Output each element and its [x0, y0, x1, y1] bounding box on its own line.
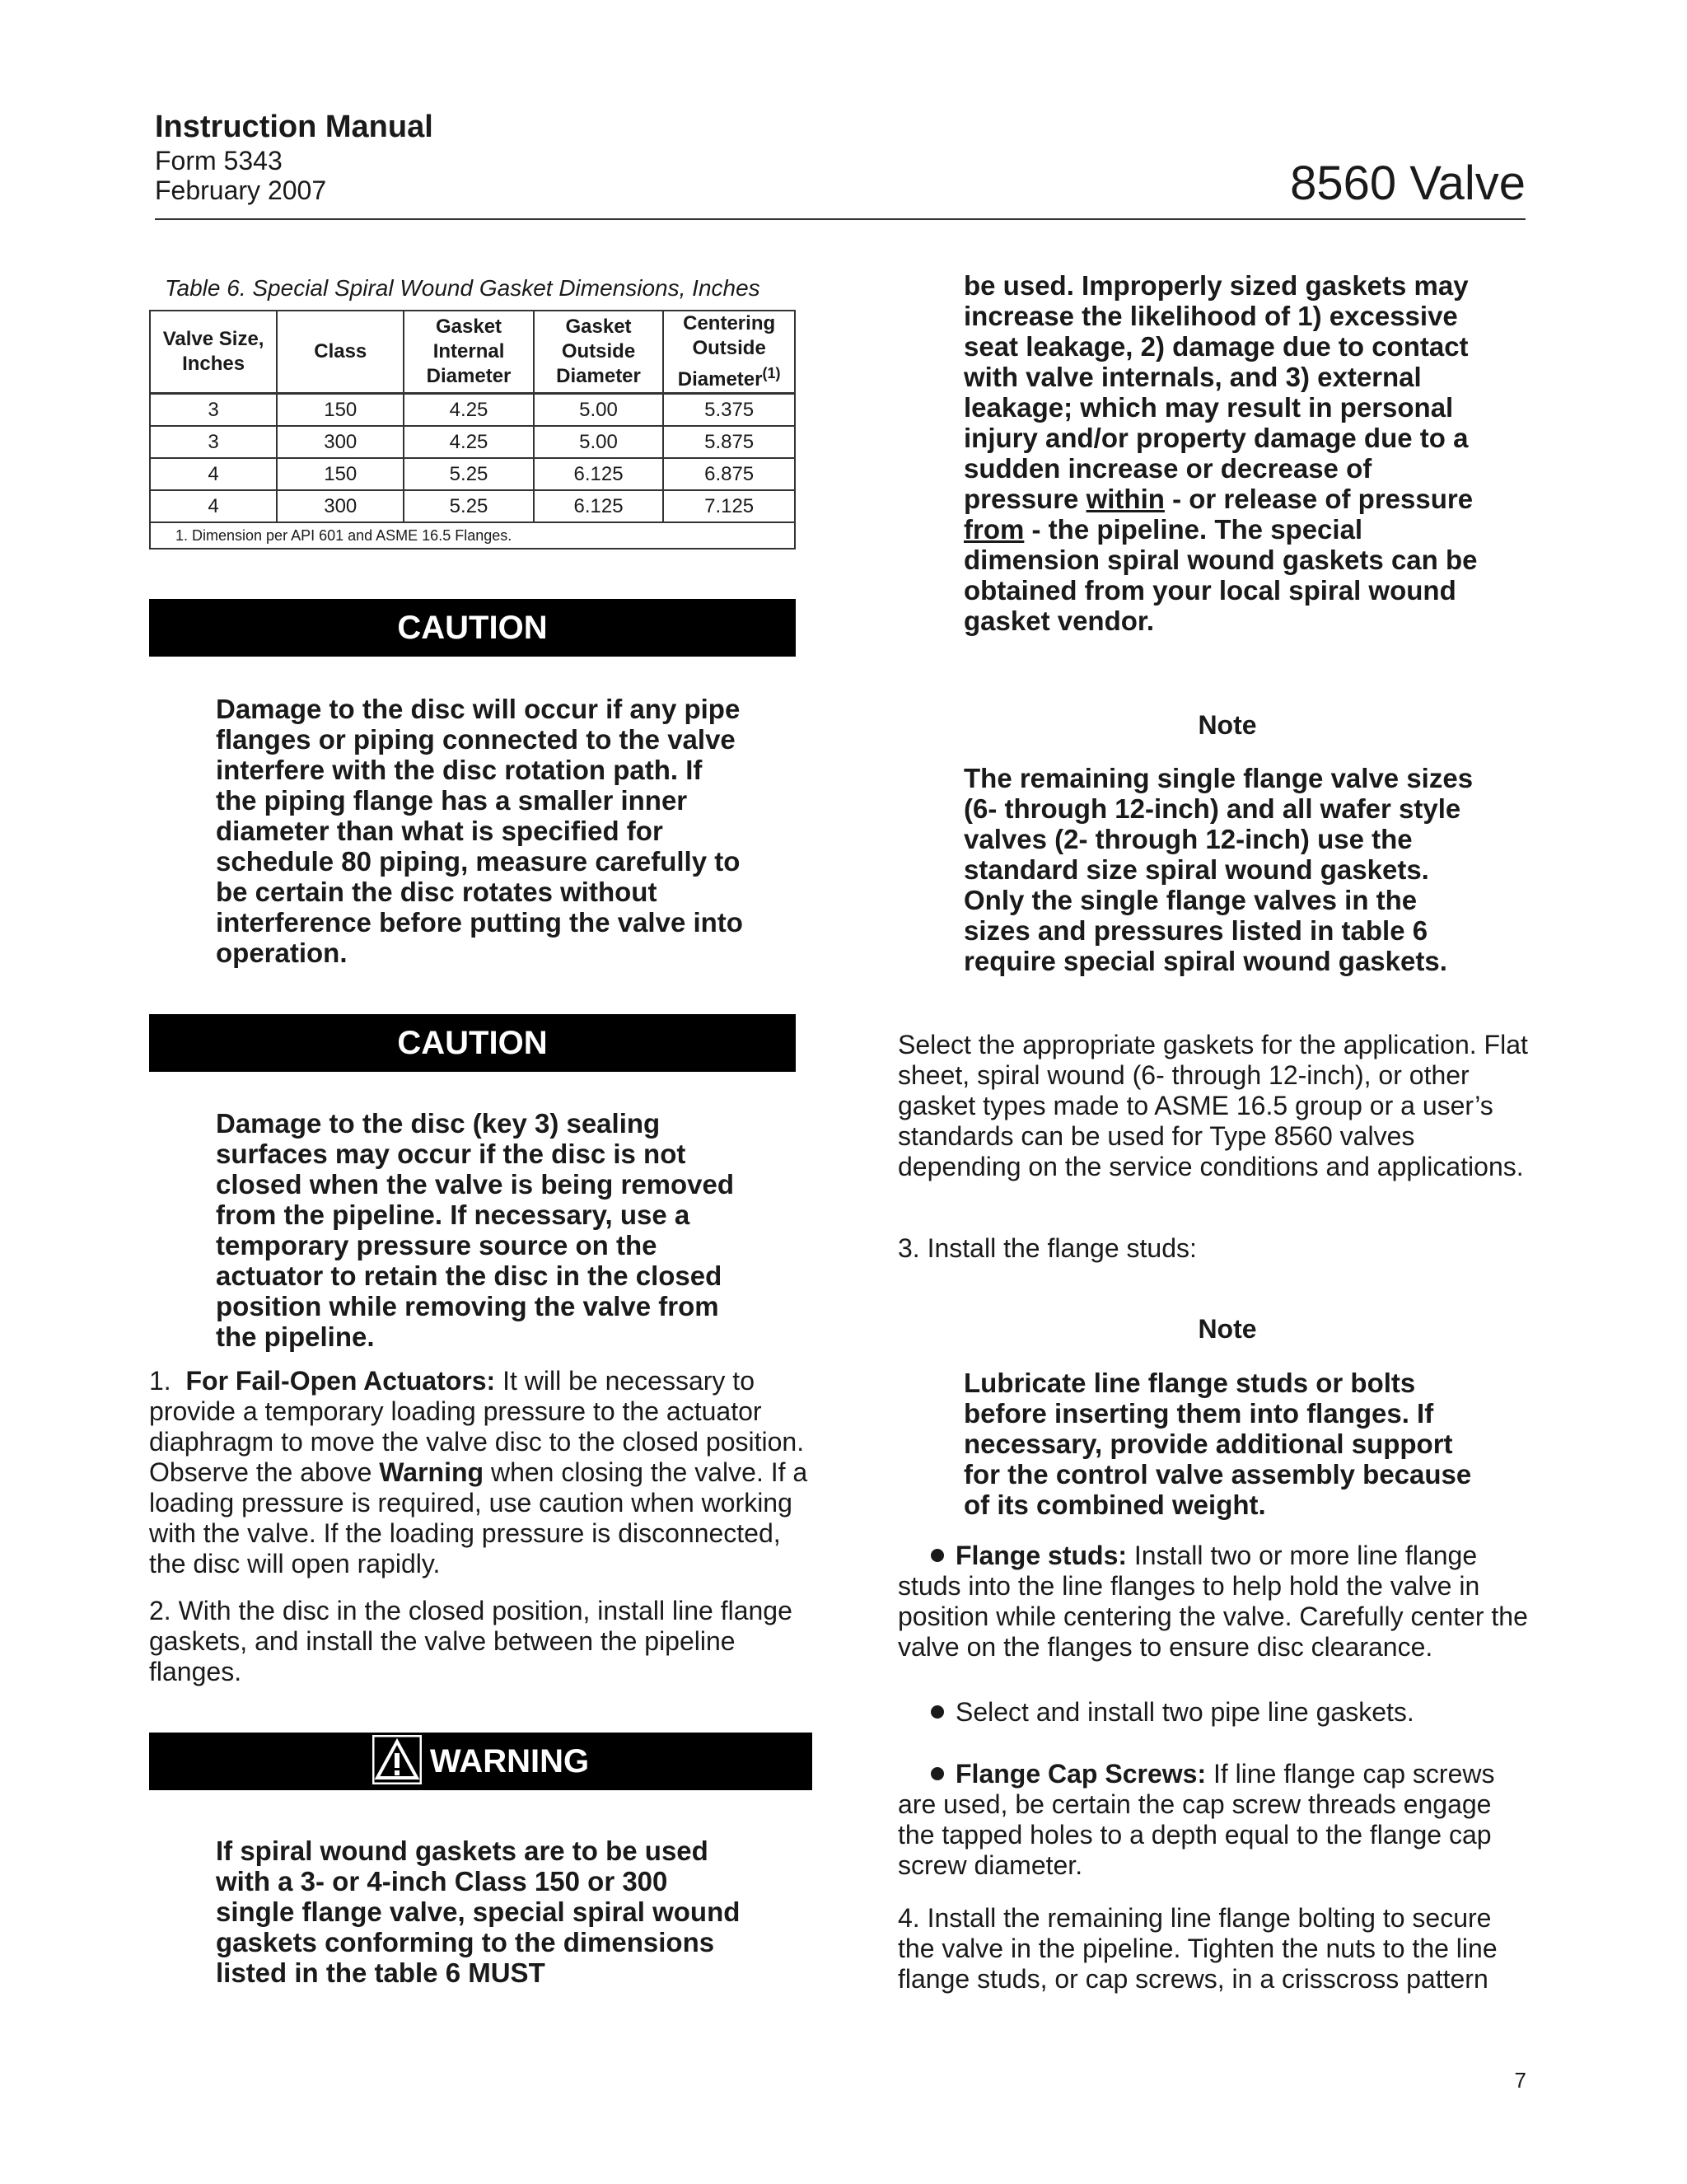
footnote-ref: (1): [762, 365, 781, 381]
select-gaskets-paragraph: Select the appropriate gaskets for the application. Flat sheet, spiral wound (6- through 12-inch), or other gasket types made to ASME 16.5 group or a user’s standards can be used for Type 8560 valves depending on the service conditions and applications.: [898, 1030, 1528, 1181]
note-heading: Note: [1198, 1314, 1257, 1344]
note-heading: Note: [1198, 710, 1257, 740]
bullet-flange-studs: Flange studs: Install two or more line flange studs into the line flanges to help hold the valve in position while centering the valve. Carefully center the valve on the flanges to ensure disc clearance.: [898, 1541, 1528, 1662]
publication-date: February 2007: [155, 175, 327, 205]
form-number: Form 5343: [155, 146, 283, 175]
bullet-cap-screws: Flange Cap Screws: If line flange cap screws are used, be certain the cap screw threads engage the tapped holes to a depth equal to the flange cap screw diameter.: [898, 1759, 1495, 1880]
warning-text-right: be used. Improperly sized gaskets may increase the likelihood of 1) excessive seat leakage, 2) damage due to contact with valve internals, and 3) external leakage; which may result in personal injury and/or property damage due to a sudden increase or decrease of pressure within - or release of pressure from - the pipeline. The special dimension spiral wound gaskets can be obtained from your local spiral wound gasket vendor.: [964, 270, 1478, 636]
table-row: 3 300 4.25 5.00 5.875: [150, 426, 795, 458]
gasket-dimensions-table: [149, 310, 796, 550]
caution-text: Damage to the disc (key 3) sealing surfaces may occur if the disc is not closed when the valve is being removed from the pipeline. If necessary, use a temporary pressure source on the actuator to retain the disc in the closed position while removing the valve from the pipeline.: [216, 1108, 735, 1352]
step-2: 2. With the disc in the closed position, install line flange gaskets, and install the valve between the pipeline flanges.: [149, 1596, 792, 1686]
col-centering-diameter: Centering Outside Diameter$^{(1)}$: [663, 311, 795, 394]
table-row: 4 150 5.25 6.125 6.875: [150, 458, 795, 490]
caution-banner: CAUTION: [149, 1014, 796, 1072]
warning-text-left: If spiral wound gaskets are to be used with a 3- or 4-inch Class 150 or 300 single flange valve, special spiral wound gaskets conforming to the dimensions listed in the table 6 MUST: [216, 1836, 741, 1988]
table-caption: Table 6. Special Spiral Wound Gasket Dimensions, Inches: [165, 275, 760, 301]
bullet-gaskets: Select and install two pipe line gaskets.: [898, 1697, 1532, 1728]
col-internal-diameter: Gasket Internal Diameter: [404, 311, 533, 394]
table-row: 3 150 4.25 5.00 5.375: [150, 394, 795, 427]
caution-banner: CAUTION: [149, 599, 796, 657]
step-1: 1. For Fail-Open Actuators: It will be necessary to provide a temporary loading pressure to the actuator diaphragm to move the valve disc to the closed position. Observe the above Warning when closing the valve. If a loading pressure is required, use caution when working with the valve. If the loading pressure is disconnected, the disc will open rapidly.: [149, 1366, 808, 1578]
step-3: 3. Install the flange studs:: [898, 1233, 1197, 1263]
step-4: 4. Install the remaining line flange bolting to secure the valve in the pipeline. Tighten the nuts to the line flange studs, or cap screws, in a crisscross pattern: [898, 1903, 1498, 1994]
product-name: 8560 Valve: [1290, 157, 1526, 210]
warning-banner: WARNING: [149, 1733, 812, 1790]
table-footnote: 1. Dimension per API 601 and ASME 16.5 Flanges.: [150, 522, 795, 549]
bullet-icon: [931, 1705, 944, 1719]
note-text: Lubricate line flange studs or bolts before inserting them into flanges. If necessary, provide additional support for the control valve assembly because of its combined weight.: [964, 1368, 1472, 1520]
col-outside-diameter: Gasket Outside Diameter: [534, 311, 663, 394]
header-rule: [155, 218, 1526, 220]
bullet-icon: [931, 1549, 944, 1562]
warning-triangle-icon: [372, 1735, 422, 1784]
page-number: 7: [1514, 2068, 1526, 2093]
table-row: 4 300 5.25 6.125 7.125: [150, 490, 795, 522]
col-class: Class: [277, 311, 404, 394]
manual-title: Instruction Manual: [155, 110, 433, 144]
caution-text: Damage to the disc will occur if any pipe flanges or piping connected to the valve interfere with the disc rotation path. If the piping flange has a smaller inner diameter than what is specified for schedule 80 piping, measure carefully to be certain the disc rotates without interference before putting the valve into operation.: [216, 694, 743, 968]
col-valve-size: Valve Size, Inches: [150, 311, 277, 394]
note-text: The remaining single flange valve sizes (6- through 12-inch) and all wafer style valves (2- through 12-inch) use the standard size spiral wound gaskets. Only the single flange valves in the sizes and pressures listed in table 6 require special spiral wound gaskets.: [964, 763, 1474, 976]
bullet-icon: [931, 1767, 944, 1780]
